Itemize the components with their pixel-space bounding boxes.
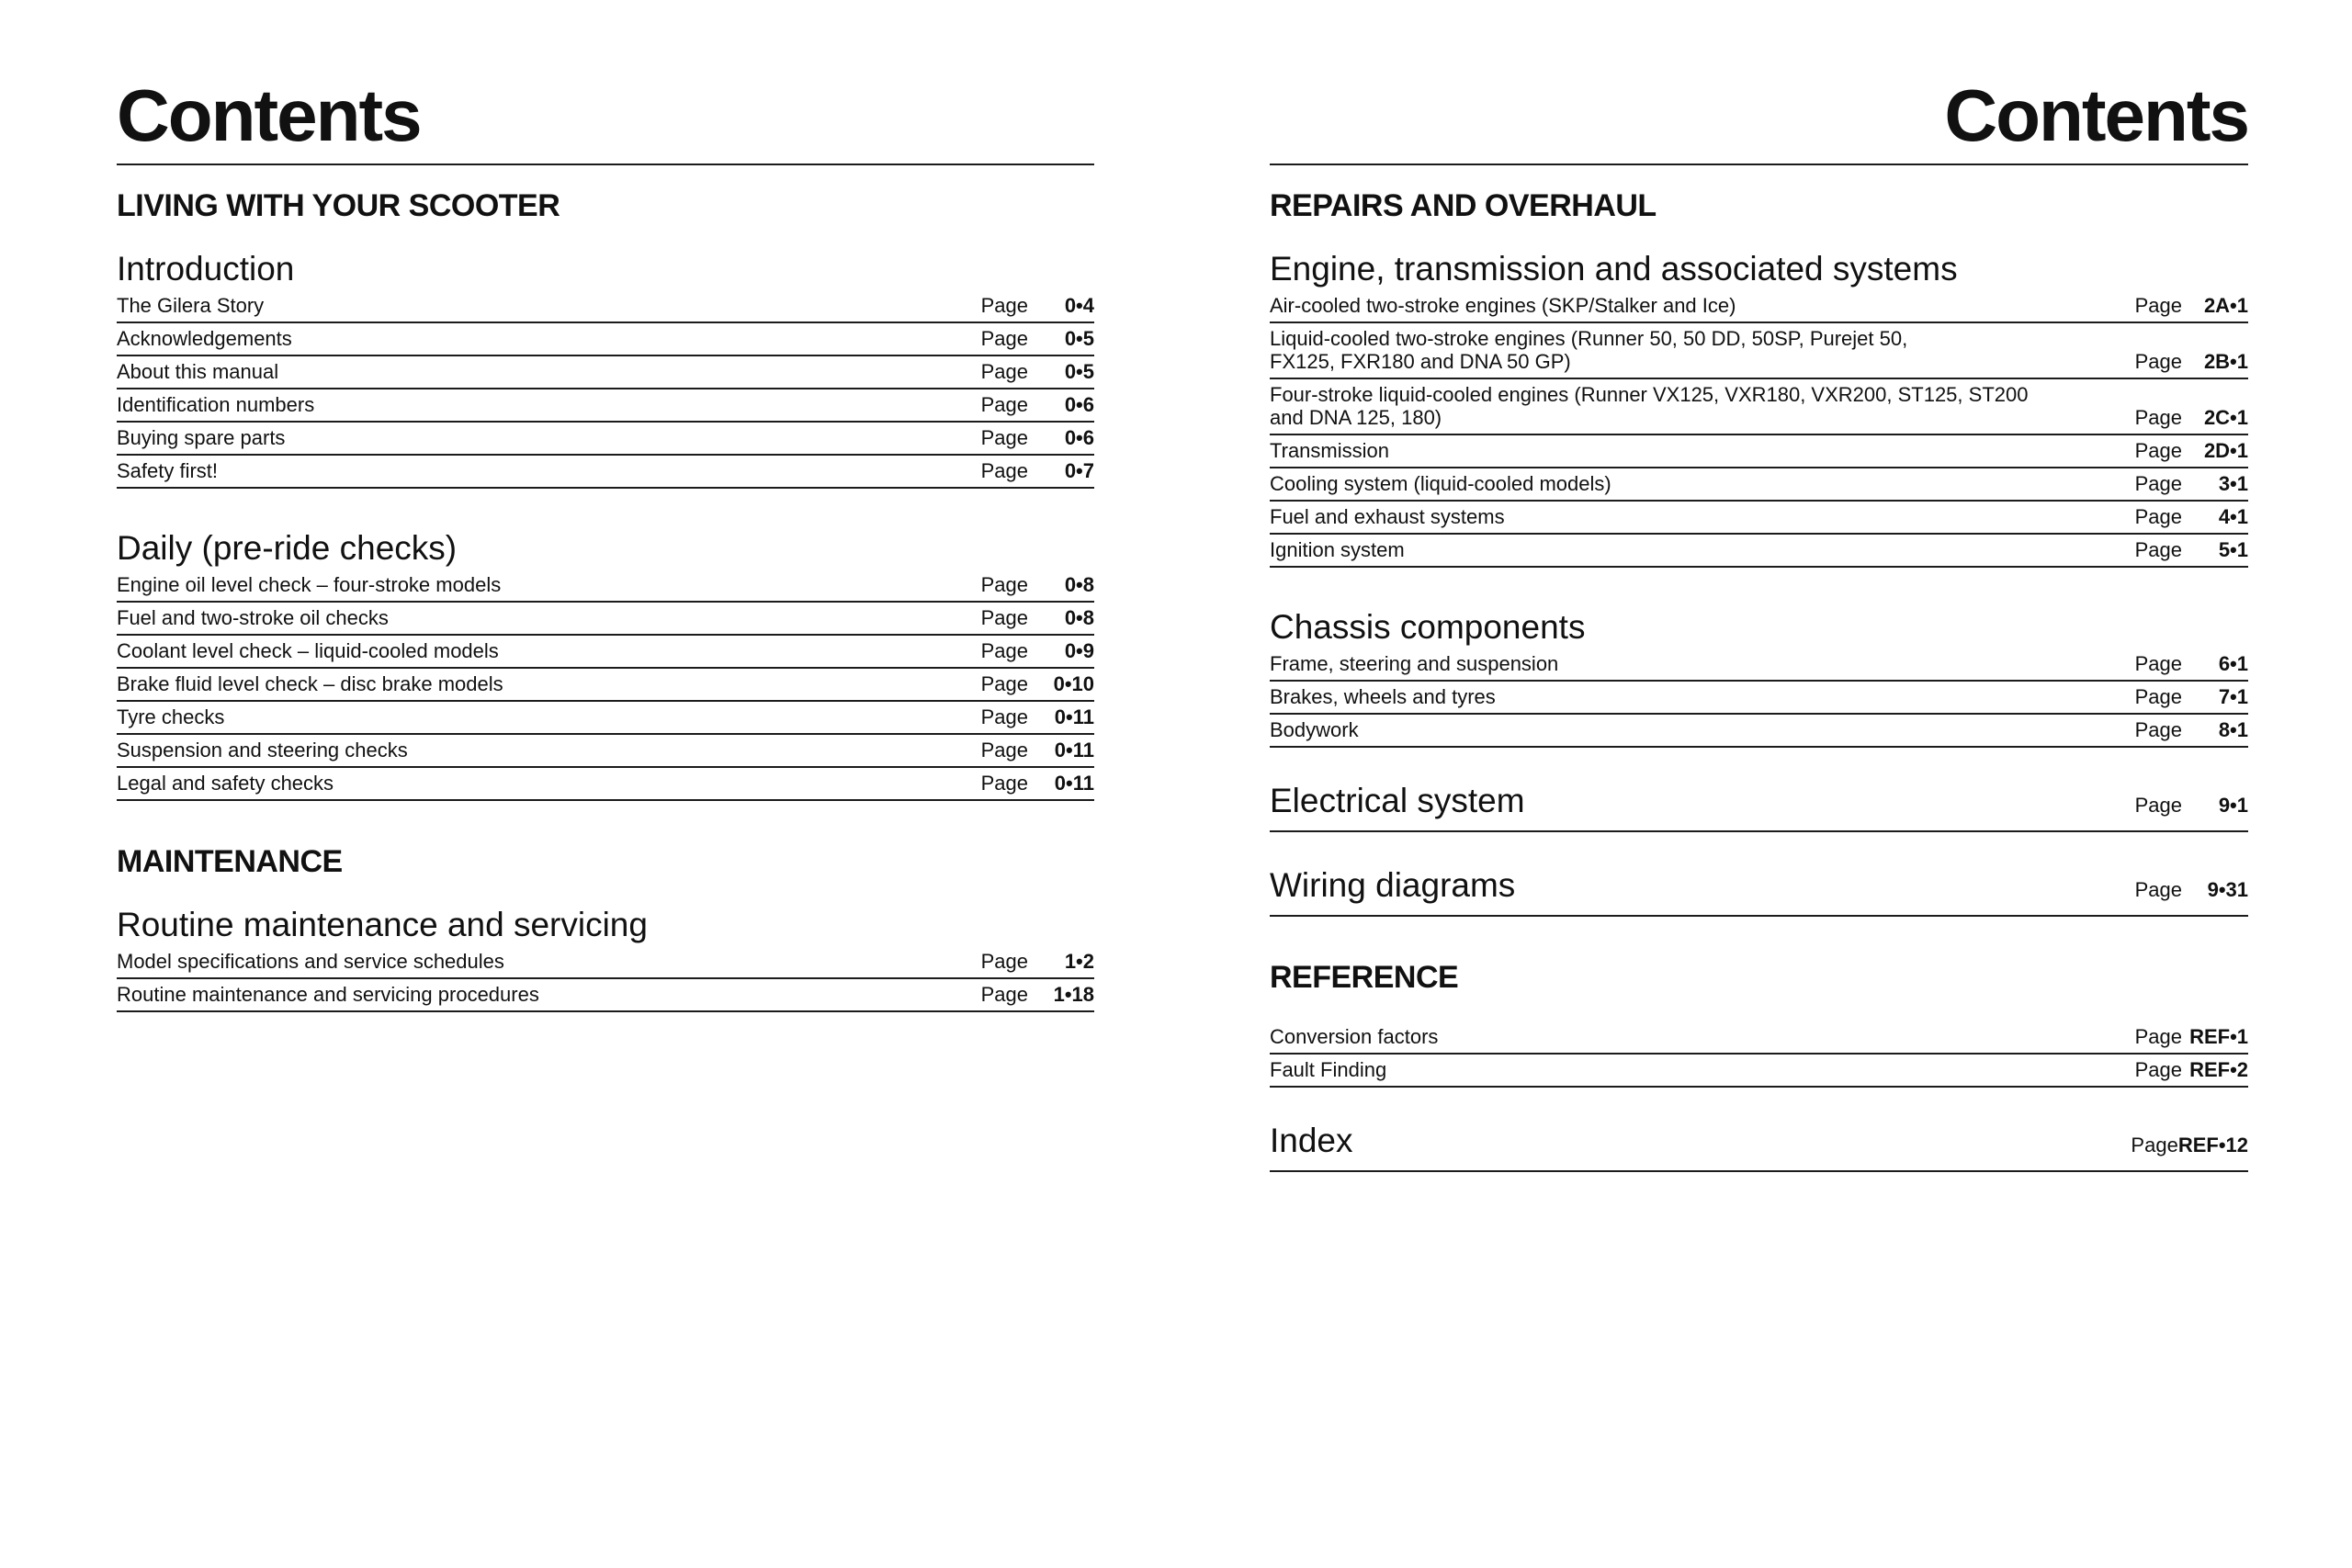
page-word: Page (980, 426, 1028, 449)
page-word: Page (980, 606, 1028, 629)
toc-group (117, 529, 1094, 801)
toc-entry-line: Ignition system (1270, 538, 1405, 561)
page-ref (2135, 794, 2248, 817)
page-word: Page (2134, 685, 2182, 708)
section-heading-row (1270, 867, 2248, 917)
toc-group (1270, 608, 2248, 748)
toc-row (1270, 535, 2248, 568)
page-ref (981, 983, 1094, 1006)
toc-row (117, 768, 1094, 801)
page-number: 0•8 (1064, 606, 1094, 629)
page-word: Page (2134, 538, 2182, 561)
toc-entry-line: and DNA 125, 180) (1270, 406, 1442, 429)
toc-entry-line: Suspension and steering checks (117, 739, 408, 761)
toc-entry-line: Safety first! (117, 459, 219, 482)
toc-row (1270, 468, 2248, 502)
page-word: Page (2134, 472, 2182, 495)
page-number: 0•6 (1064, 426, 1094, 449)
toc-entry-line: Buying spare parts (117, 426, 286, 449)
page-ref (981, 294, 1094, 317)
page-number: 6•1 (2218, 652, 2248, 675)
toc-entry-line: Frame, steering and suspension (1270, 652, 1559, 675)
toc-row (117, 323, 1094, 356)
page-word: Page (2134, 652, 2182, 675)
page-number: 2A•1 (2203, 294, 2248, 317)
toc-entry-line: Air-cooled two-stroke engines (SKP/Stalker and Ice) (1270, 294, 1736, 317)
page-word: Page (980, 739, 1028, 761)
section-heading: Wiring diagrams (1270, 866, 1516, 904)
page-number: REF•1 (2189, 1025, 2248, 1048)
page-title: Contents (117, 79, 1094, 165)
page-ref (2135, 472, 2248, 495)
page-ref (981, 360, 1094, 383)
page-number: 0•8 (1064, 573, 1094, 596)
toc-row (117, 636, 1094, 669)
toc-row (1270, 682, 2248, 715)
page-word: Page (2134, 878, 2182, 901)
section-band: LIVING WITH YOUR SCOOTER (117, 188, 560, 223)
section-band: MAINTENANCE (117, 844, 343, 879)
page-number: 9•31 (2207, 878, 2248, 901)
toc-row (117, 290, 1094, 323)
toc-entry-label (1270, 439, 2120, 462)
page-ref (981, 739, 1094, 761)
page-word: Page (980, 360, 1028, 383)
toc-entry-line: Model specifications and service schedules (117, 950, 504, 973)
page-ref (981, 606, 1094, 629)
page-word: Page (2134, 439, 2182, 462)
page-word: Page (2134, 718, 2182, 741)
toc-entry-label (1270, 327, 2120, 373)
group-heading: Chassis components (1270, 608, 1586, 646)
page-number: 9•1 (2218, 794, 2248, 817)
toc-entry-label (1270, 505, 2120, 528)
page-word: Page (980, 327, 1028, 350)
page-word: Page (980, 294, 1028, 317)
group-heading: Routine maintenance and servicing (117, 906, 648, 943)
group-heading: Engine, transmission and associated systems (1270, 250, 1958, 288)
toc-entry-label (117, 426, 967, 449)
page-word: Page (2134, 294, 2182, 317)
page-ref (2135, 294, 2248, 317)
section-heading: Electrical system (1270, 782, 1525, 819)
page-number: 0•11 (1054, 739, 1094, 761)
page-number: 0•7 (1064, 459, 1094, 482)
toc-entry-label (117, 705, 967, 728)
toc-entry-line: Fuel and exhaust systems (1270, 505, 1505, 528)
page-ref (2135, 350, 2248, 373)
toc-entry-label (117, 327, 967, 350)
page-ref (981, 426, 1094, 449)
page-number: 2B•1 (2203, 350, 2248, 373)
toc-entry-line: Legal and safety checks (117, 772, 334, 795)
page-number: 0•4 (1064, 294, 1094, 317)
section-heading-row (1270, 1122, 2248, 1172)
group-heading: Introduction (117, 250, 295, 288)
page-ref (2135, 505, 2248, 528)
toc-entry-line: Coolant level check – liquid-cooled models (117, 639, 499, 662)
toc-group (117, 250, 1094, 489)
page-number: 7•1 (2218, 685, 2248, 708)
page-ref (981, 459, 1094, 482)
toc-entry-label (1270, 383, 2120, 429)
page-ref (2135, 878, 2248, 901)
page-ref (2135, 439, 2248, 462)
page-ref (2135, 538, 2248, 561)
page-ref (981, 772, 1094, 795)
toc-entry-label (117, 950, 967, 973)
toc-entry-line: Tyre checks (117, 705, 225, 728)
page-number: 4•1 (2218, 505, 2248, 528)
page-number: REF•2 (2189, 1058, 2248, 1081)
toc-row (117, 979, 1094, 1012)
toc-entry-line: The Gilera Story (117, 294, 265, 317)
toc-row (117, 423, 1094, 456)
toc-entry-line: Fault Finding (1270, 1058, 1387, 1081)
page-word: Page (980, 459, 1028, 482)
page-word: Page (2134, 1025, 2182, 1048)
page-number: 1•2 (1064, 950, 1094, 973)
page-word: Page (980, 672, 1028, 695)
page-ref (981, 950, 1094, 973)
toc-entry-label (117, 672, 967, 695)
toc-entry-line: Four-stroke liquid-cooled engines (Runner VX125, VXR180, VXR200, ST125, ST200 (1270, 383, 2029, 406)
toc-row (117, 702, 1094, 735)
toc-entry-label (1270, 472, 2120, 495)
toc-row (1270, 435, 2248, 468)
page-number: 0•5 (1064, 327, 1094, 350)
page-ref (2135, 1025, 2248, 1048)
page-number: 2D•1 (2203, 439, 2248, 462)
toc-entry-label (1270, 685, 2120, 708)
page-word: Page (980, 639, 1028, 662)
toc-row (117, 603, 1094, 636)
toc-row (1270, 715, 2248, 748)
page-word: Page (980, 705, 1028, 728)
toc-entry-label (117, 606, 967, 629)
toc-entry-line: Bodywork (1270, 718, 1359, 741)
page-word: Page (980, 983, 1028, 1006)
page-word: Page (2134, 350, 2182, 373)
group-heading: Daily (pre-ride checks) (117, 529, 458, 567)
toc-entry-line: Liquid-cooled two-stroke engines (Runner 50, 50 DD, 50SP, Purejet 50, (1270, 327, 1908, 350)
page-number: 8•1 (2218, 718, 2248, 741)
page-number: 0•11 (1054, 705, 1094, 728)
page-number: 0•9 (1064, 639, 1094, 662)
page-word: Page (980, 573, 1028, 596)
page-number: 3•1 (2218, 472, 2248, 495)
toc-row (117, 735, 1094, 768)
page-word: Page (980, 393, 1028, 416)
page-ref (2135, 685, 2248, 708)
toc-row (117, 946, 1094, 979)
page-word: Page (2131, 1134, 2178, 1156)
toc-row (1270, 1021, 2248, 1055)
page-word: Page (2134, 794, 2182, 817)
page-ref (981, 705, 1094, 728)
section-band: REFERENCE (1270, 960, 1459, 995)
toc-entry-line: Brakes, wheels and tyres (1270, 685, 1496, 708)
toc-group (1270, 250, 2248, 568)
toc-row (1270, 649, 2248, 682)
page-ref (981, 639, 1094, 662)
toc-row (117, 570, 1094, 603)
page-ref (2135, 1058, 2248, 1081)
page-word: Page (980, 772, 1028, 795)
toc-entry-label (117, 573, 967, 596)
page-word: Page (980, 950, 1028, 973)
toc-entry-line: Fuel and two-stroke oil checks (117, 606, 389, 629)
toc-group (1270, 1021, 2248, 1088)
toc-entry-label (117, 739, 967, 761)
page-ref (981, 672, 1094, 695)
page-ref (981, 573, 1094, 596)
toc-entry-label (1270, 718, 2120, 741)
toc-entry-line: Routine maintenance and servicing procedures (117, 983, 539, 1006)
page-number: 0•6 (1064, 393, 1094, 416)
toc-entry-line: Conversion factors (1270, 1025, 1439, 1048)
page-ref (2135, 406, 2248, 429)
toc-entry-line: Acknowledgements (117, 327, 292, 350)
page-ref (981, 393, 1094, 416)
section-heading: Index (1270, 1122, 1353, 1159)
page-title: Contents (1270, 79, 2248, 165)
toc-entry-label (117, 459, 967, 482)
toc-entry-line: Cooling system (liquid-cooled models) (1270, 472, 1611, 495)
toc-row (1270, 502, 2248, 535)
toc-row (1270, 290, 2248, 323)
toc-entry-line: Brake fluid level check – disc brake models (117, 672, 503, 695)
section-band: REPAIRS AND OVERHAUL (1270, 188, 1657, 223)
toc-entry-label (117, 983, 967, 1006)
page-word: Page (2134, 406, 2182, 429)
page-number: 0•5 (1064, 360, 1094, 383)
page-ref (981, 327, 1094, 350)
toc-row (117, 669, 1094, 702)
toc-row (1270, 323, 2248, 379)
toc-row (117, 356, 1094, 389)
toc-row (117, 389, 1094, 423)
toc-entry-line: Engine oil level check – four-stroke models (117, 573, 502, 596)
toc-row (1270, 1055, 2248, 1088)
toc-row (1270, 379, 2248, 435)
section-heading-row (1270, 783, 2248, 832)
toc-group (117, 906, 1094, 1012)
toc-entry-label (117, 772, 967, 795)
toc-entry-label (117, 639, 967, 662)
toc-row (117, 456, 1094, 489)
toc-entry-label (1270, 1025, 2120, 1048)
page-ref (2135, 718, 2248, 741)
toc-entry-label (117, 294, 967, 317)
toc-entry-label (1270, 294, 2120, 317)
page-ref (2131, 1134, 2248, 1156)
toc-entry-line: FX125, FXR180 and DNA 50 GP) (1270, 350, 1571, 373)
toc-entry-label (1270, 1058, 2120, 1081)
page-number: 1•18 (1053, 983, 1094, 1006)
toc-entry-line: About this manual (117, 360, 279, 383)
page-word: Page (2134, 1058, 2182, 1081)
toc-entry-label (1270, 538, 2120, 561)
toc-entry-line: Identification numbers (117, 393, 315, 416)
contents-page-right (1270, 0, 2248, 1172)
toc-entry-line: Transmission (1270, 439, 1389, 462)
toc-entry-label (1270, 652, 2120, 675)
toc-entry-label (117, 360, 967, 383)
page-number: 0•10 (1053, 672, 1094, 695)
page-ref (2135, 652, 2248, 675)
page-number: REF•12 (2177, 1134, 2248, 1156)
toc-entry-label (117, 393, 967, 416)
page-number: 2C•1 (2203, 406, 2248, 429)
page-word: Page (2134, 505, 2182, 528)
page-number: 5•1 (2218, 538, 2248, 561)
page-number: 0•11 (1054, 772, 1094, 795)
contents-page-left (117, 0, 1094, 1012)
